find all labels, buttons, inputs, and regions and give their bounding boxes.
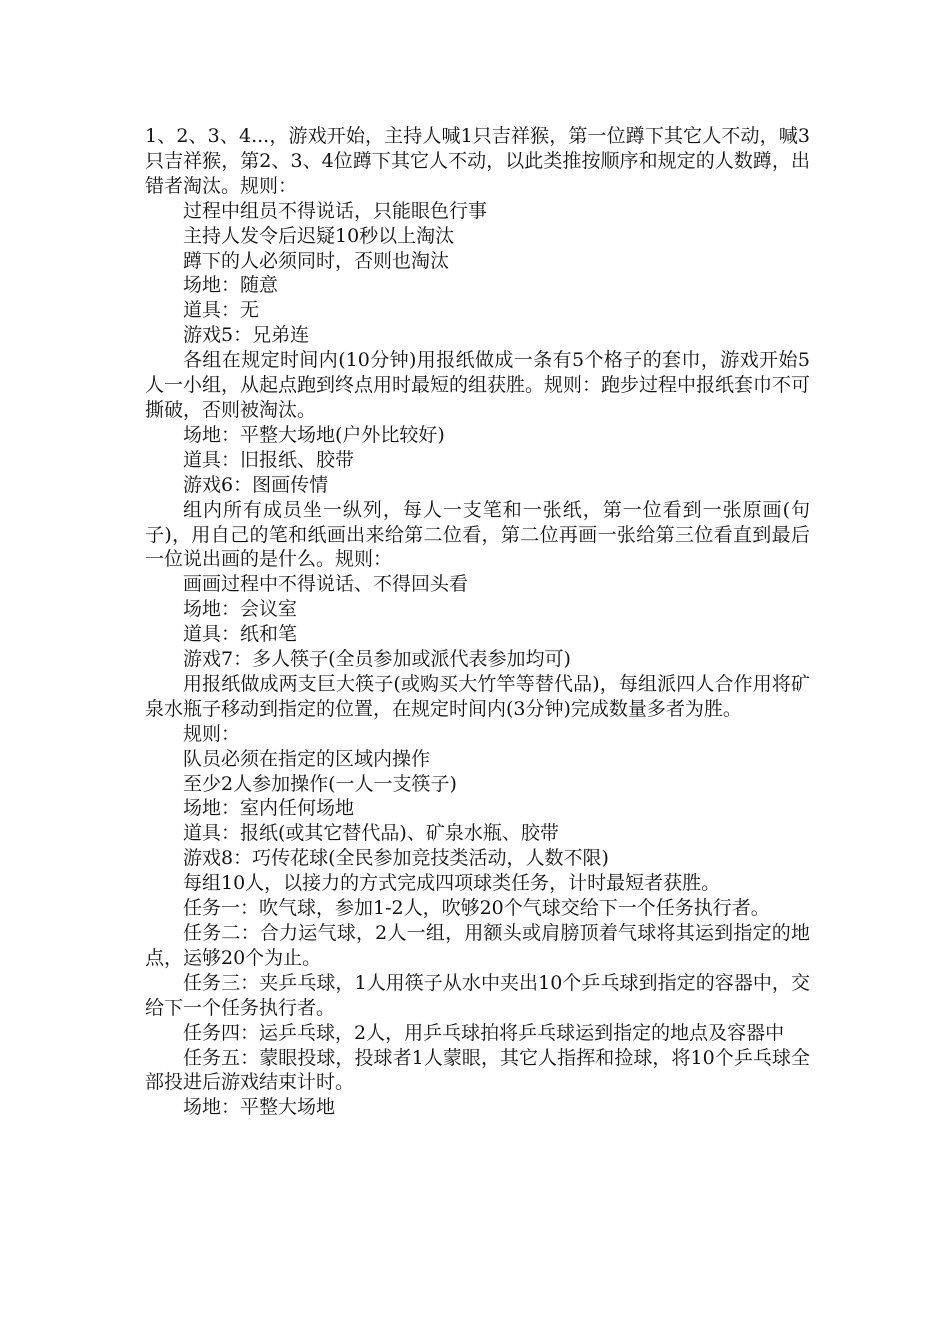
section-heading: 游戏7：多人筷子(全员参加或派代表参加均可) xyxy=(183,648,571,671)
paragraph: 场地：平整大场地 xyxy=(183,1096,336,1119)
section-heading: 游戏6：图画传情 xyxy=(183,473,329,496)
paragraph: 至少2人参加操作(一人一支筷子) xyxy=(183,772,457,795)
task-item: 任务三：夹乒乓球，1人用筷子从水中夹出10个乒乓球到指定的容器中，交给下一个任务执行者。 xyxy=(145,971,810,1019)
paragraph: 过程中组员不得说话，只能眼色行事 xyxy=(183,199,488,222)
task-item: 任务一：吹气球，参加1-2人，吹够20个气球交给下一个任务执行者。 xyxy=(183,897,770,920)
paragraph: 道具：旧报纸、胶带 xyxy=(183,448,355,471)
paragraph: 用报纸做成两支巨大筷子(或购买大竹竿等替代品)，每组派四人合作用将矿泉水瓶子移动到指定的位置，在规定时间内(3分钟)完成数量多者为胜。 xyxy=(145,672,810,720)
paragraph: 队员必须在指定的区域内操作 xyxy=(183,747,431,770)
task-item: 任务二：合力运气球，2人一组，用额头或肩膀顶着气球将其运到指定的地点，运够20个为止。 xyxy=(145,922,810,969)
paragraph: 道具：无 xyxy=(183,299,260,322)
paragraph: 场地：随意 xyxy=(183,274,279,297)
paragraph: 规则： xyxy=(183,722,241,745)
paragraph: 场地：会议室 xyxy=(183,598,298,621)
paragraph: 蹲下的人必须同时，否则也淘汰 xyxy=(183,249,450,272)
task-item: 任务四：运乒乓球，2人，用乒乓球拍将乒乓球运到指定的地点及容器中 xyxy=(183,1021,785,1044)
paragraph: 场地：室内任何场地 xyxy=(183,797,355,820)
paragraph: 主持人发令后迟疑10秒以上淘汰 xyxy=(183,224,455,247)
paragraph: 场地：平整大场地(户外比较好) xyxy=(183,423,445,446)
paragraph: 各组在规定时间内(10分钟)用报纸做成一条有5个格子的套巾，游戏开始5人一小组，从起点跑到终点用时最短的组获胜。规则：跑步过程中报纸套巾不可撕破，否则被淘汰。 xyxy=(145,349,811,421)
section-heading: 游戏5：兄弟连 xyxy=(183,324,310,347)
paragraph: 组内所有成员坐一纵列，每人一支笔和一张纸，第一位看到一张原画(句子)，用自己的笔和纸画出来给第二位看，第二位再画一张给第三位看直到最后一位说出画的是什么。规则： xyxy=(145,498,810,571)
section-heading: 游戏8：巧传花球(全民参加竞技类活动，人数不限) xyxy=(183,847,609,870)
paragraph: 道具：报纸(或其它替代品)、矿泉水瓶、胶带 xyxy=(183,822,559,845)
task-item: 任务五：蒙眼投球，投球者1人蒙眼，其它人指挥和捡球，将10个乒乓球全部投进后游戏结束计时。 xyxy=(145,1046,810,1094)
paragraph: 每组10人，以接力的方式完成四项球类任务，计时最短者获胜。 xyxy=(183,872,721,895)
paragraph: 画画过程中不得说话、不得回头看 xyxy=(183,573,469,596)
paragraph: 道具：纸和笔 xyxy=(183,623,298,646)
paragraph: 1、2、3、4...，游戏开始，主持人喊1只吉祥猴，第一位蹲下其它人不动，喊3只吉祥猴，第2、3、4位蹲下其它人不动，以此类推按顺序和规定的人数蹲，出错者淘汰。规则： xyxy=(145,125,810,197)
document-body xyxy=(145,124,810,1120)
